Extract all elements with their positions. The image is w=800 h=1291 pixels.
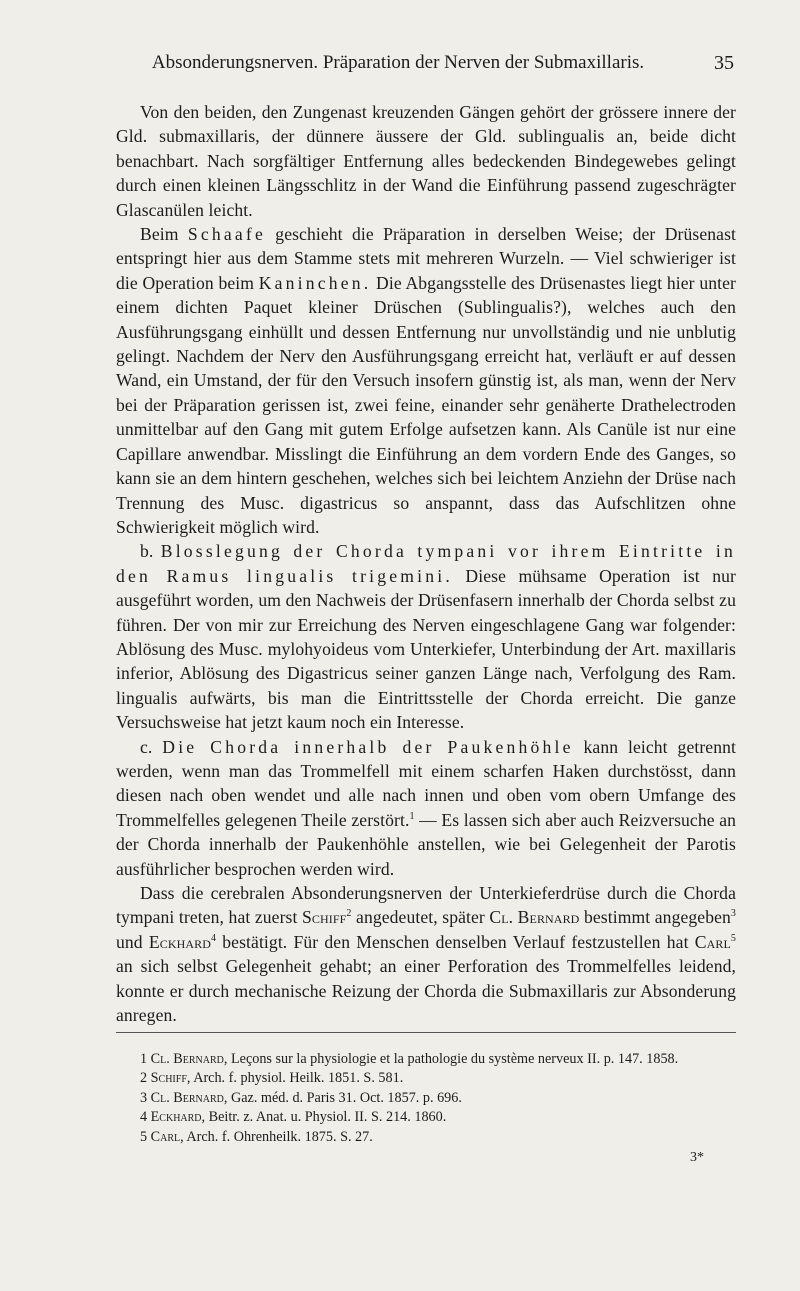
author-name: Carl (694, 931, 731, 952)
header-title: Absonderungsnerven. Präparation der Nerven der Submaxillaris. (151, 52, 645, 73)
running-header (118, 50, 734, 80)
signature-mark: 3* (690, 1150, 704, 1165)
footnote (116, 1089, 736, 1108)
text-run: kann leicht getrennt werden, wenn man das Trommelfell mit einem scharfen Haken durchstösst, dann diesen nach oben wendet und alle nach innen und oben vom obern Umfange des Trommelfelles gelegenen Theile zerstört. (116, 736, 737, 830)
text-run: und (116, 931, 149, 952)
footnote-ref[interactable]: 2 (346, 908, 352, 920)
section-heading: Die Chorda innerhalb der Paukenhöhle (162, 736, 574, 757)
paragraph (116, 881, 736, 1027)
footnote-divider (116, 1032, 736, 1034)
footnote (116, 1069, 736, 1088)
text-run: an sich selbst Gelegenheit gehabt; an einer Perforation des Trommelfelles leidend, konnte er durch mechanische Reizung der Chorda die Submaxillaris zur Absonderung anregen. (116, 956, 736, 1026)
text-run: — Es lassen sich aber auch Reizversuche an der Chorda innerhalb der Paukenhöhle anstellen, wie bei Gelegenheit der Parotis ausführlicher besprochen werden wird. (116, 809, 736, 879)
footnote (116, 1128, 736, 1147)
footnote-author: Eckhard (150, 1109, 202, 1126)
page-number: 35 (714, 52, 734, 74)
footnote-ref[interactable]: 1 (409, 810, 415, 822)
footnote-number: 2 (140, 1070, 148, 1087)
text-run: angedeutet, später (351, 907, 490, 928)
footnote-text: , Gaz. méd. d. Paris 31. Oct. 1857. p. 696. (223, 1089, 462, 1106)
text-run: Diese mühsame Operation ist nur ausgeführt worden, um den Nachweis der Drüsenfasern innerhalb der Chorda selbst zu führen. Der von mir zur Erreichung des Nerven eingeschlagene Gang war folgender: Ablösung des Musc. mylohyoideus vom Unterkiefer, Unterbindung der Art. maxillaris inferior, Ablösung des Digastricus seiner ganzen Länge nach, Verfolgung des Ram. lingualis aufwärts, bis man die Eintrittsstelle der Chorda erreicht. Die ganze Versuchsweise hat jetzt kaum noch ein Interesse. (116, 565, 736, 733)
footnote (116, 1050, 736, 1069)
footnote-ref[interactable]: 5 (730, 932, 736, 944)
main-text (116, 100, 736, 1027)
footnote-author: Schiff (150, 1070, 187, 1087)
paragraph: Von den beiden, den Zungenast kreuzenden Gängen gehört der grössere innere der Gld. submaxillaris, der dünnere äussere der Gld. sublingualis an, beide dicht benachbart. Nach sorgfältiger Entfernung alles bedeckenden Bindegewebes gelingt durch einen kleinen Längsschlitz in der Wand die Einführung passend zugeschrägter Glascanülen leicht. (116, 102, 736, 220)
text-run: c. (140, 736, 163, 757)
footnote-author: Cl. Bernard (150, 1051, 224, 1067)
spaced-term: Schaafe (187, 224, 266, 245)
footnote-text: , Arch. f. Ohrenheilk. 1875. S. 27. (180, 1128, 373, 1145)
text-run: b. (140, 541, 161, 562)
footnote-author: Cl. Bernard (150, 1089, 224, 1106)
footnote-author: Carl (150, 1128, 181, 1145)
text-run: bestimmt angegeben (579, 907, 731, 928)
footnotes (116, 1050, 736, 1147)
paragraph (116, 735, 736, 881)
text-run: Die Abgangsstelle des Drüsenastes liegt hier unter einem dichten Paquet kleiner Drüschen (Sublingualis?), welches auch den Ausführungsgang einhüllt und dessen Entfernung nur unvollständig und nie unblutig gelingt. Nachdem der Nerv den Ausführungsgang erreicht hat, verläuft er auf dessen Wand, ein Umstand, der für den Versuch insofern günstig ist, als man, wenn der Nerv bei der Präparation gerissen ist, zwei feine, einander sehr genäherte Drathelectroden unmittelbar auf den Gang mit gutem Erfolge aufsetzen kann. Als Canüle ist nur eine Capillare anwendbar. Misslingt die Einführung an dem vordern Ende des Ganges, so kann sie an dem hintern geschehen, welches sich bei leichtem Anziehn der Drüse nach Trennung des Musc. digastricus so anspannt, dass das Aufschlitzen ohne Schwierigkeit möglich wird. (116, 272, 736, 537)
footnote (116, 1108, 736, 1127)
text-run: geschieht die Präparation in derselben Weise; der Drüsenast entspringt hier aus dem Stamme stets mit mehreren Wurzeln. — Viel schwieriger ist die Operation beim (116, 224, 737, 293)
footnote-number: 1 (140, 1051, 148, 1067)
paragraph (116, 539, 736, 734)
footnote-number: 4 (140, 1109, 148, 1126)
author-name: Cl. Bernard (489, 907, 580, 928)
section-heading: Blosslegung der Chorda tympani vor ihrem Eintritte in den Ramus lingualis trigemini. (116, 541, 736, 586)
text-run: Dass die cerebralen Absonderungsnerven der Unterkieferdrüse durch die Chorda tympani treten, hat zuerst (116, 883, 736, 928)
footnote-number: 3 (140, 1089, 148, 1106)
footnote-number: 5 (140, 1128, 148, 1145)
text-run: bestätigt. Für den Menschen denselben Verlauf festzustellen hat (216, 931, 695, 952)
footnote-text: , Arch. f. physiol. Heilk. 1851. S. 581. (186, 1070, 404, 1087)
paragraph (116, 222, 736, 539)
author-name: Schiff (302, 907, 347, 928)
footnote-text: , Beitr. z. Anat. u. Physiol. II. S. 214. 1860. (201, 1109, 447, 1126)
footnote-ref[interactable]: 4 (211, 932, 217, 944)
footnote-text: , Leçons sur la physiologie et la pathologie du système nerveux II. p. 147. 1858. (223, 1051, 679, 1067)
author-name: Eckhard (148, 931, 211, 952)
text-run: Beim (140, 224, 188, 245)
footnote-ref[interactable]: 3 (730, 908, 737, 920)
spaced-term: Kaninchen. (258, 272, 372, 293)
